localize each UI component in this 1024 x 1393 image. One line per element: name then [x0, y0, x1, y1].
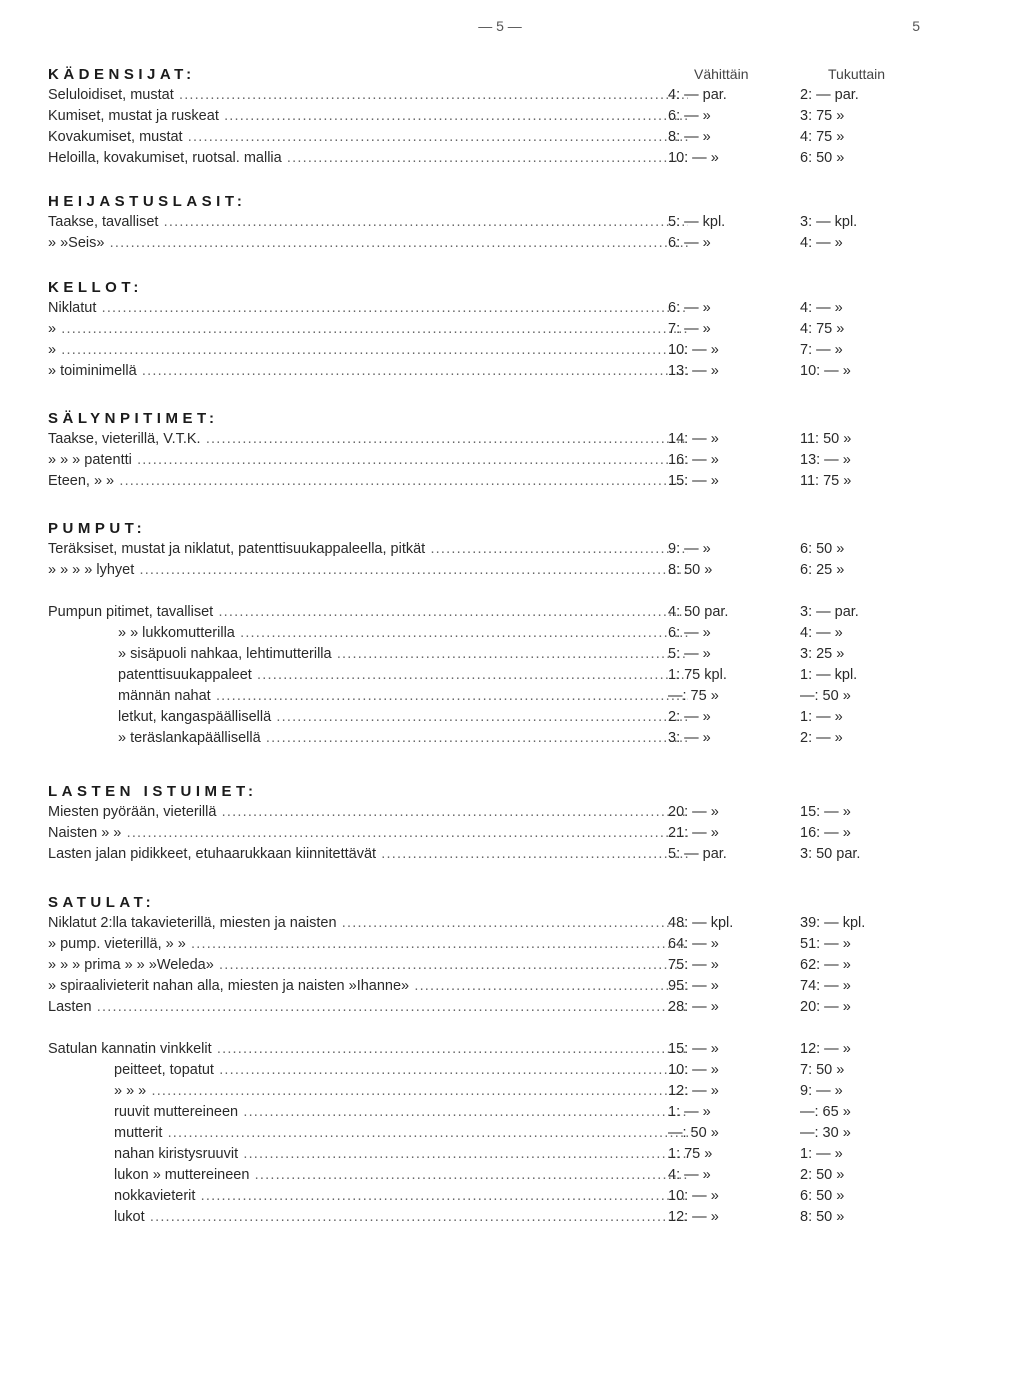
section-kadensijat — [48, 64, 928, 169]
price-row — [48, 85, 928, 106]
wholesale-price: 1: — » — [800, 709, 843, 725]
wholesale-price: 6: 25 » — [800, 562, 845, 578]
item-label: Naisten » » ..... — [48, 823, 688, 844]
item-label: » ..... — [48, 319, 688, 340]
retail-price: 1: — » — [668, 1104, 711, 1120]
retail-price: 5: — kpl. — [668, 214, 726, 230]
retail-price: 8: 50 » — [668, 562, 713, 578]
item-label: » » » ..... — [48, 1081, 688, 1102]
price-row — [48, 686, 928, 707]
retail-price: 9: — » — [668, 541, 711, 557]
item-label: » ..... — [48, 340, 688, 361]
price-row — [48, 602, 928, 623]
section-kellot — [48, 277, 928, 382]
section-title: SÄLYNPITIMET: — [48, 410, 219, 427]
retail-price: 1: 75 » — [668, 1146, 713, 1162]
wholesale-price: 16: — » — [800, 825, 851, 841]
wholesale-price: 8: 50 » — [800, 1209, 845, 1225]
page-number-center: — 5 — — [478, 18, 522, 34]
retail-price: 64: — » — [668, 936, 719, 952]
item-label: letkut, kangaspäällisellä ..... — [48, 707, 688, 728]
section-title: KÄDENSIJAT: — [48, 66, 196, 83]
price-row — [48, 361, 928, 382]
retail-price: 4: 50 par. — [668, 604, 729, 620]
item-label: » » » » lyhyet ..... — [48, 560, 688, 581]
wholesale-price: 3: 50 par. — [800, 846, 861, 862]
section-salynpitimet — [48, 408, 928, 492]
price-row — [48, 1060, 928, 1081]
price-row — [48, 471, 928, 492]
price-row — [48, 148, 928, 169]
section-satulat — [48, 892, 928, 1228]
wholesale-price: 62: — » — [800, 957, 851, 973]
wholesale-price: 51: — » — [800, 936, 851, 952]
price-row — [48, 1102, 928, 1123]
retail-price: 6: — » — [668, 108, 711, 124]
wholesale-price: 74: — » — [800, 978, 851, 994]
price-row — [48, 429, 928, 450]
page-number-right: 5 — [912, 18, 920, 34]
retail-price: 13: — » — [668, 363, 719, 379]
wholesale-price: 2: — par. — [800, 87, 859, 103]
wholesale-price: 4: 75 » — [800, 321, 845, 337]
section-title: LASTEN ISTUIMET: — [48, 783, 258, 800]
retail-price: 16: — » — [668, 452, 719, 468]
wholesale-price: 11: 75 » — [800, 473, 852, 489]
price-row — [48, 1144, 928, 1165]
wholesale-price: 3: — par. — [800, 604, 859, 620]
price-row — [48, 1123, 928, 1144]
wholesale-price: 11: 50 » — [800, 431, 852, 447]
item-label: Satulan kannatin vinkkelit ..... — [48, 1039, 688, 1060]
wholesale-price: 7: — » — [800, 342, 843, 358]
item-label: » » » prima » » »Weleda» ..... — [48, 955, 688, 976]
item-label: Heloilla, kovakumiset, ruotsal. mallia ..... — [48, 148, 688, 169]
item-label: lukot ..... — [48, 1207, 688, 1228]
price-row — [48, 1186, 928, 1207]
price-row — [48, 1207, 928, 1228]
retail-price: 20: — » — [668, 804, 719, 820]
price-row — [48, 106, 928, 127]
section-lasten-istuimet — [48, 781, 928, 865]
price-row — [48, 560, 928, 581]
wholesale-price: 1: — kpl. — [800, 667, 858, 683]
retail-price: 6: — » — [668, 300, 711, 316]
item-label: Kovakumiset, mustat ..... — [48, 127, 688, 148]
spacer-row — [48, 581, 928, 602]
item-label: » pump. vieterillä, » » ..... — [48, 934, 688, 955]
item-label: » » lukkomutterilla ..... — [48, 623, 688, 644]
price-row — [48, 340, 928, 361]
item-label: lukon » muttereineen ..... — [48, 1165, 688, 1186]
wholesale-price: 6: 50 » — [800, 541, 845, 557]
item-label: » sisäpuoli nahkaa, lehtimutterilla ..... — [48, 644, 688, 665]
retail-price: 3: — » — [668, 730, 711, 746]
item-label: Lasten jalan pidikkeet, etuhaarukkaan kiinnitettävät ..... — [48, 844, 688, 865]
price-row — [48, 707, 928, 728]
retail-price: 8: — » — [668, 129, 711, 145]
wholesale-price: 3: 75 » — [800, 108, 845, 124]
retail-price: 95: — » — [668, 978, 719, 994]
item-label: » » » patentti ..... — [48, 450, 688, 471]
wholesale-price: 4: — » — [800, 300, 843, 316]
price-row — [48, 1081, 928, 1102]
wholesale-price: 9: — » — [800, 1083, 843, 1099]
item-label: » »Seis» ..... — [48, 233, 688, 254]
retail-price: 2: — » — [668, 709, 711, 725]
wholesale-price: 7: 50 » — [800, 1062, 845, 1078]
item-label: mutterit ..... — [48, 1123, 688, 1144]
retail-price: 12: — » — [668, 1083, 719, 1099]
retail-price: 5: — par. — [668, 846, 727, 862]
price-row — [48, 976, 928, 997]
retail-price: —: 50 » — [668, 1125, 719, 1141]
wholesale-price: 20: — » — [800, 999, 851, 1015]
price-row — [48, 728, 928, 749]
item-label: » spiraalivieterit nahan alla, miesten ja naisten »Ihanne» ..... — [48, 976, 688, 997]
section-title: HEIJASTUSLASIT: — [48, 193, 247, 210]
wholesale-price: 39: — kpl. — [800, 915, 866, 931]
price-row — [48, 1039, 928, 1060]
price-row — [48, 623, 928, 644]
retail-price: 10: — » — [668, 150, 719, 166]
item-label: patenttisuukappaleet ..... — [48, 665, 688, 686]
item-label: Seluloidiset, mustat ..... — [48, 85, 688, 106]
column-header-retail: Vähittäin — [694, 66, 749, 82]
item-label: Taakse, tavalliset ..... — [48, 212, 688, 233]
item-label: Teräksiset, mustat ja niklatut, patenttisuukappaleella, pitkät ..... — [48, 539, 688, 560]
item-label: ruuvit muttereineen ..... — [48, 1102, 688, 1123]
price-row — [48, 212, 928, 233]
wholesale-price: 4: 75 » — [800, 129, 845, 145]
retail-price: 28: — » — [668, 999, 719, 1015]
item-label: nahan kiristysruuvit ..... — [48, 1144, 688, 1165]
wholesale-price: 3: — kpl. — [800, 214, 858, 230]
section-title: PUMPUT: — [48, 520, 147, 537]
retail-price: 75: — » — [668, 957, 719, 973]
price-row — [48, 450, 928, 471]
item-label: Lasten ..... — [48, 997, 688, 1018]
retail-price: 48: — kpl. — [668, 915, 734, 931]
wholesale-price: 4: — » — [800, 235, 843, 251]
item-label: Kumiset, mustat ja ruskeat ..... — [48, 106, 688, 127]
section-pumput — [48, 518, 928, 749]
price-row — [48, 127, 928, 148]
price-row — [48, 233, 928, 254]
item-label: männän nahat ..... — [48, 686, 688, 707]
price-row — [48, 539, 928, 560]
item-label: » teräslankapäällisellä ..... — [48, 728, 688, 749]
retail-price: 10: — » — [668, 342, 719, 358]
retail-price: 6: — » — [668, 235, 711, 251]
wholesale-price: 2: 50 » — [800, 1167, 845, 1183]
item-label: Eteen, » » ..... — [48, 471, 688, 492]
wholesale-price: 15: — » — [800, 804, 851, 820]
wholesale-price: 6: 50 » — [800, 1188, 845, 1204]
price-row — [48, 319, 928, 340]
retail-price: 14: — » — [668, 431, 719, 447]
retail-price: —: 75 » — [668, 688, 719, 704]
price-row — [48, 913, 928, 934]
retail-price: 4: — par. — [668, 87, 727, 103]
wholesale-price: 12: — » — [800, 1041, 851, 1057]
price-row — [48, 802, 928, 823]
price-row — [48, 997, 928, 1018]
retail-price: 7: — » — [668, 321, 711, 337]
wholesale-price: 4: — » — [800, 625, 843, 641]
retail-price: 1: 75 kpl. — [668, 667, 727, 683]
wholesale-price: 10: — » — [800, 363, 851, 379]
section-title: SATULAT: — [48, 894, 156, 911]
price-row — [48, 844, 928, 865]
item-label: peitteet, topatut ..... — [48, 1060, 688, 1081]
price-row — [48, 934, 928, 955]
item-label: Niklatut 2:lla takavieterillä, miesten ja naisten ..... — [48, 913, 688, 934]
price-row — [48, 665, 928, 686]
spacer-row — [48, 1018, 928, 1039]
retail-price: 12: — » — [668, 1209, 719, 1225]
wholesale-price: 1: — » — [800, 1146, 843, 1162]
retail-price: 15: — » — [668, 1041, 719, 1057]
column-header-wholesale: Tukuttain — [828, 66, 886, 82]
retail-price: 10: — » — [668, 1062, 719, 1078]
section-title: KELLOT: — [48, 279, 143, 296]
item-label: Taakse, vieterillä, V.T.K. ..... — [48, 429, 688, 450]
wholesale-price: —: 30 » — [800, 1125, 851, 1141]
item-label: » toiminimellä ..... — [48, 361, 688, 382]
price-row — [48, 644, 928, 665]
price-row — [48, 298, 928, 319]
wholesale-price: —: 65 » — [800, 1104, 851, 1120]
wholesale-price: —: 50 » — [800, 688, 851, 704]
price-row — [48, 823, 928, 844]
wholesale-price: 13: — » — [800, 452, 851, 468]
item-label: Pumpun pitimet, tavalliset ..... — [48, 602, 688, 623]
price-row — [48, 1165, 928, 1186]
wholesale-price: 3: 25 » — [800, 646, 845, 662]
retail-price: 4: — » — [668, 1167, 711, 1183]
wholesale-price: 2: — » — [800, 730, 843, 746]
item-label: Niklatut ..... — [48, 298, 688, 319]
item-label: nokkavieterit ..... — [48, 1186, 688, 1207]
item-label: Miesten pyörään, vieterillä ..... — [48, 802, 688, 823]
price-row — [48, 955, 928, 976]
retail-price: 21: — » — [668, 825, 719, 841]
retail-price: 15: — » — [668, 473, 719, 489]
wholesale-price: 6: 50 » — [800, 150, 845, 166]
section-heijastuslasit — [48, 191, 928, 254]
retail-price: 5: — » — [668, 646, 711, 662]
retail-price: 6: — » — [668, 625, 711, 641]
retail-price: 10: — » — [668, 1188, 719, 1204]
